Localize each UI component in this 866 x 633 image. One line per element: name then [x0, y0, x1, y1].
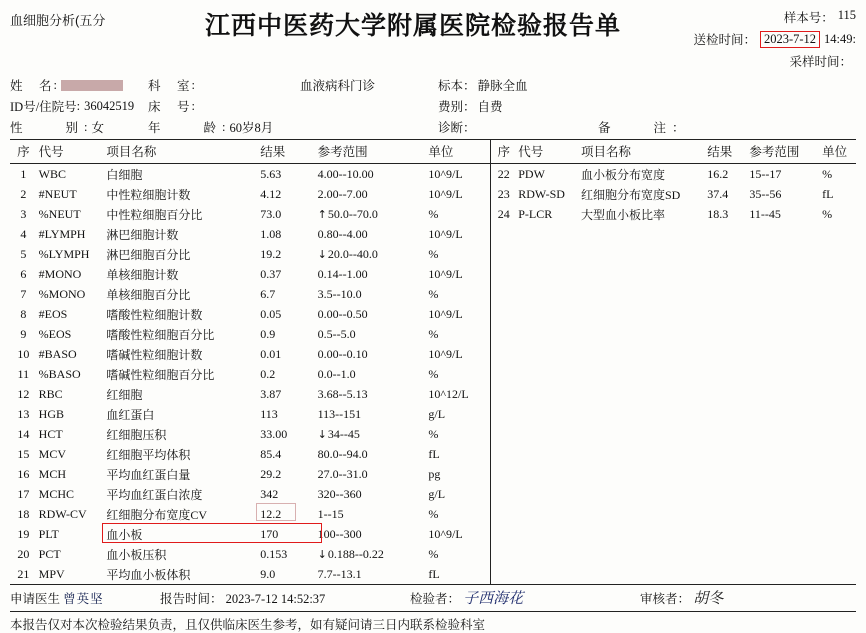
cell-reference-text: 0.0--1.0 — [317, 366, 356, 381]
table-row — [10, 204, 490, 224]
cell-code: WBC — [38, 166, 66, 181]
cell-seq: 4 — [20, 226, 27, 241]
cell-code: RBC — [38, 386, 63, 401]
cell-reference — [316, 284, 427, 304]
cell-unit: % — [428, 426, 439, 441]
dept-label: 科 室 — [148, 79, 192, 93]
cell-reference-text: 0.00--0.50 — [317, 306, 368, 321]
cell-seq: 13 — [17, 406, 30, 421]
cell-item-name: 平均血小板体积 — [106, 567, 191, 582]
spacer-2 — [718, 76, 856, 94]
cell-item-name: 红细胞分布宽度CV — [106, 507, 208, 522]
table-row — [10, 264, 490, 284]
cell-item-name: 中性粒细胞百分比 — [106, 207, 203, 222]
cell-seq: 17 — [17, 486, 30, 501]
collect-time-label: 采样时间： — [789, 55, 852, 69]
table-row — [10, 244, 490, 264]
table-row — [491, 164, 856, 185]
cell-reference — [316, 384, 427, 404]
patient-name-redaction — [61, 80, 123, 91]
results-right-pane — [491, 140, 856, 584]
table-row — [10, 404, 490, 424]
cell-reference — [316, 244, 427, 264]
cell-seq: 6 — [20, 266, 27, 281]
cell-unit: 10^12/L — [428, 386, 469, 401]
report-time-value: 2023-7-12 14:52:37 — [225, 591, 326, 606]
arrow-down-icon: ↓ — [317, 247, 327, 261]
cell-seq: 12 — [17, 386, 30, 401]
send-clock: 14:49: — [824, 31, 856, 46]
cell-reference-text: 113--151 — [317, 406, 362, 421]
reviewer-label: 审核者： — [640, 592, 691, 606]
cell-item-name: 平均血红蛋白量 — [106, 467, 191, 482]
cell-reference — [316, 404, 427, 424]
page-title: 江西中医药大学附属医院检验报告单 — [204, 13, 621, 40]
cell-reference-text: 0.14--1.00 — [317, 266, 368, 281]
cell-result: 113 — [260, 406, 278, 421]
cell-seq: 9 — [20, 326, 27, 341]
cell-reference — [316, 484, 427, 504]
col-code: 代号 — [37, 140, 105, 164]
cell-reference-text: 0.5--5.0 — [317, 326, 356, 341]
cell-item-name: 红细胞 — [106, 387, 143, 402]
cell-seq: 18 — [17, 506, 30, 521]
cell-result: 6.7 — [260, 286, 276, 301]
requesting-doctor-name: 曾英坚 — [63, 591, 104, 606]
table-row — [10, 384, 490, 404]
cell-reference-text: 50.0--70.0 — [327, 206, 378, 221]
cell-result: 0.2 — [260, 366, 276, 381]
cell-seq: 20 — [17, 546, 30, 561]
diagnosis-label: 诊断： — [438, 121, 476, 135]
note-field — [598, 118, 718, 136]
cell-reference — [316, 504, 427, 524]
table-row — [10, 324, 490, 344]
cell-item-name: 中性粒细胞计数 — [106, 187, 191, 202]
cell-seq: 5 — [20, 246, 27, 261]
analysis-type-label: 血细胞分析(五分 — [10, 13, 106, 28]
table-row — [10, 344, 490, 364]
cell-item-name: 血小板分布宽度 — [580, 167, 665, 182]
cell-result: 19.2 — [260, 246, 282, 261]
cell-seq: 23 — [497, 186, 510, 201]
cell-result: 16.2 — [707, 166, 729, 181]
cell-result: 342 — [260, 486, 279, 501]
specimen-field — [438, 76, 598, 94]
patient-name-field: 姓 名 : — [10, 76, 148, 94]
cell-item-name: 血小板压积 — [106, 547, 167, 562]
spacer-7 — [718, 118, 856, 136]
sex-field: 性 别 : 女 — [10, 119, 105, 135]
cell-code: RDW-CV — [38, 506, 87, 521]
cell-result: 4.12 — [260, 186, 282, 201]
age-value: 60岁8月 — [229, 121, 274, 135]
cell-item-name: 红细胞分布宽度SD — [580, 187, 681, 202]
report-header — [10, 6, 856, 74]
cell-unit: fL — [822, 186, 834, 201]
cell-code: HGB — [38, 406, 64, 421]
col-seq-r: 序 — [491, 140, 516, 164]
cell-unit: fL — [428, 566, 440, 581]
cell-item-name: 淋巴细胞计数 — [106, 227, 179, 242]
cell-unit: % — [428, 366, 439, 381]
cell-code: %LYMPH — [38, 246, 90, 261]
cell-code: %MONO — [38, 286, 86, 301]
reviewer-field — [640, 587, 723, 608]
report-footer — [10, 587, 856, 633]
cell-reference-text: 2.00--7.00 — [317, 186, 368, 201]
table-row — [491, 184, 856, 204]
cell-unit: 10^9/L — [428, 226, 463, 241]
cell-result: 29.2 — [260, 466, 282, 481]
cell-unit: % — [428, 506, 439, 521]
cell-result: 0.9 — [260, 326, 276, 341]
sample-no-row — [666, 8, 856, 26]
col-code-r: 代号 — [516, 140, 579, 164]
col-name-r: 项目名称 — [579, 140, 705, 164]
cell-reference-text: 27.0--31.0 — [317, 466, 368, 481]
col-result-r: 结果 — [705, 140, 747, 164]
payment-field — [438, 97, 598, 115]
cell-unit: % — [822, 206, 833, 221]
cell-code: PCT — [38, 546, 61, 561]
footer-signature-row — [10, 587, 856, 608]
table-row — [10, 464, 490, 484]
table-row — [10, 164, 490, 185]
cell-unit: pg — [428, 466, 441, 481]
cell-item-name: 白细胞 — [106, 167, 143, 182]
col-ref: 参考范围 — [316, 140, 427, 164]
cell-seq: 24 — [497, 206, 510, 221]
cell-seq: 11 — [17, 366, 30, 381]
cell-reference-text: 4.00--10.00 — [317, 166, 374, 181]
cell-unit: % — [428, 546, 439, 561]
table-row — [10, 284, 490, 304]
cell-result: 73.0 — [260, 206, 282, 221]
cell-code: #LYMPH — [38, 226, 86, 241]
cell-unit: fL — [428, 446, 440, 461]
collect-time-row — [666, 52, 856, 70]
cell-reference-text: 0.80--4.00 — [317, 226, 368, 241]
cell-seq: 22 — [497, 166, 510, 181]
cell-item-name: 单核细胞百分比 — [106, 287, 191, 302]
cell-seq: 19 — [17, 526, 30, 541]
cell-result: 33.00 — [260, 426, 288, 441]
cell-result: 3.87 — [260, 386, 282, 401]
cell-code: PLT — [38, 526, 59, 541]
send-time-row — [666, 30, 856, 48]
cell-result: 1.08 — [260, 226, 282, 241]
cell-reference-text: 100--300 — [317, 526, 362, 541]
requesting-doctor-label: 申请医生 — [10, 591, 61, 606]
cell-unit: % — [428, 326, 439, 341]
cell-unit: 10^9/L — [428, 306, 463, 321]
cell-unit: % — [822, 166, 833, 181]
col-ref-r: 参考范围 — [747, 140, 820, 164]
cell-reference — [316, 524, 427, 544]
cell-item-name: 血小板 — [104, 524, 258, 544]
col-unit: 单位 — [426, 140, 490, 164]
cell-reference — [747, 164, 820, 185]
sample-no-label: 样本号： — [783, 11, 834, 25]
table-row — [10, 524, 490, 544]
cell-seq: 1 — [20, 166, 27, 181]
header-left — [10, 6, 160, 29]
cell-code: %BASO — [38, 366, 81, 381]
cell-reference-text: 0.188--0.22 — [327, 546, 384, 561]
cell-reference — [316, 164, 427, 185]
tester-field — [410, 587, 640, 608]
specimen-label: 标本： — [438, 79, 476, 93]
cell-unit: 10^9/L — [428, 166, 463, 181]
cell-reference-text: 35--56 — [749, 186, 782, 201]
cell-reference — [316, 344, 427, 364]
cell-reference-text: 80.0--94.0 — [317, 446, 368, 461]
dept-value-cell — [298, 76, 438, 94]
col-unit-r: 单位 — [820, 140, 856, 164]
cell-result: 170 — [260, 526, 279, 541]
sex-label: 性 别 — [10, 121, 85, 135]
cell-result: 12.2 — [258, 504, 315, 524]
cell-result: 85.4 — [260, 446, 282, 461]
table-row — [10, 484, 490, 504]
cell-seq: 10 — [17, 346, 30, 361]
cell-reference — [316, 184, 427, 204]
cell-unit: 10^9/L — [428, 186, 463, 201]
cell-reference — [316, 564, 427, 584]
spacer-3 — [298, 97, 438, 115]
patient-id-field: ID号/住院号 : 36042519 — [10, 98, 135, 114]
cell-item-name: 淋巴细胞百分比 — [106, 247, 191, 262]
payment-label: 费别： — [438, 100, 476, 114]
cell-item-name: 嗜酸性粒细胞计数 — [106, 307, 203, 322]
highlight-box-rdwcv — [256, 503, 296, 521]
spacer-5 — [718, 97, 856, 115]
cell-code: MCHC — [38, 486, 74, 501]
spacer-4 — [598, 97, 718, 115]
cell-reference-text: 7.7--13.1 — [317, 566, 362, 581]
cell-result: 18.3 — [707, 206, 729, 221]
patient-name-label: 姓 名 — [10, 79, 54, 93]
results-left-pane — [10, 140, 490, 584]
payment-value: 自费 — [477, 100, 503, 114]
cell-reference — [747, 184, 820, 204]
cell-reference-text: 20.0--40.0 — [327, 246, 378, 261]
cell-unit: 10^9/L — [428, 526, 463, 541]
cell-code: %NEUT — [38, 206, 81, 221]
cell-code: MPV — [38, 566, 65, 581]
cell-reference — [316, 264, 427, 284]
col-seq: 序 — [10, 140, 37, 164]
cell-seq: 8 — [20, 306, 27, 321]
cell-reference — [316, 304, 427, 324]
cell-reference-text: 15--17 — [749, 166, 782, 181]
cell-unit: 10^9/L — [428, 346, 463, 361]
cell-item-name: 红细胞压积 — [106, 427, 167, 442]
cell-reference-text: 320--360 — [317, 486, 362, 501]
results-table — [10, 139, 856, 585]
cell-reference — [316, 544, 427, 564]
cell-reference — [316, 224, 427, 244]
cell-reference-text: 1--15 — [317, 506, 344, 521]
cell-item-name: 血红蛋白 — [106, 407, 155, 422]
table-row — [10, 504, 490, 524]
cell-reference — [316, 364, 427, 384]
cell-result: 0.01 — [260, 346, 282, 361]
requesting-doctor — [10, 589, 160, 607]
cell-result: 37.4 — [707, 186, 729, 201]
cell-reference — [316, 204, 427, 224]
send-date-highlight: 2023-7-12 — [760, 31, 820, 48]
cell-seq: 15 — [17, 446, 30, 461]
spacer-1 — [598, 76, 718, 94]
cell-code: P-LCR — [518, 206, 553, 221]
age-field: 年 龄 : 60岁8月 — [148, 119, 274, 135]
cell-item-name: 嗜碱性粒细胞百分比 — [106, 367, 215, 382]
cell-reference — [316, 444, 427, 464]
cell-code: HCT — [38, 426, 63, 441]
cell-seq: 14 — [17, 426, 30, 441]
arrow-down-icon: ↓ — [317, 427, 327, 441]
cell-code: #EOS — [38, 306, 68, 321]
sex-value: 女 — [91, 121, 105, 135]
table-row — [10, 564, 490, 584]
cell-result: 0.37 — [260, 266, 282, 281]
cell-item-name: 嗜酸性粒细胞百分比 — [106, 327, 215, 342]
table-row — [10, 184, 490, 204]
table-row — [10, 544, 490, 564]
cell-item-name: 单核细胞计数 — [106, 267, 179, 282]
cell-reference — [316, 464, 427, 484]
header-right — [666, 6, 856, 74]
cell-code: %EOS — [38, 326, 72, 341]
cell-result: 5.63 — [260, 166, 282, 181]
specimen-value: 静脉全血 — [477, 79, 528, 93]
note-label: 备 注： — [598, 121, 691, 135]
cell-seq: 21 — [17, 566, 30, 581]
cell-item-name: 平均血红蛋白浓度 — [106, 487, 203, 502]
cell-reference-text: 11--45 — [749, 206, 781, 221]
cell-reference-text: 34--45 — [327, 426, 360, 441]
cell-code: #BASO — [38, 346, 77, 361]
sample-no-value: 115 — [837, 8, 856, 22]
reviewer-signature: 胡冬 — [693, 591, 724, 607]
bed-field: 床 号 : — [148, 98, 195, 114]
diagnosis-field — [438, 118, 598, 136]
patient-info — [10, 76, 856, 136]
cell-reference-text: 0.00--0.10 — [317, 346, 368, 361]
cell-reference — [316, 324, 427, 344]
results-table-right — [491, 140, 856, 224]
cell-seq: 3 — [20, 206, 27, 221]
cell-result: 0.05 — [260, 306, 282, 321]
spacer-6 — [298, 118, 438, 136]
table-row — [491, 204, 856, 224]
table-row — [10, 364, 490, 384]
patient-id-label: ID号/住院号 — [10, 100, 77, 114]
cell-unit: 10^9/L — [428, 266, 463, 281]
cell-code: #MONO — [38, 266, 82, 281]
cell-unit: % — [428, 206, 439, 221]
cell-reference-text: 3.68--5.13 — [317, 386, 368, 401]
cell-code: PDW — [518, 166, 545, 181]
cell-reference-text: 3.5--10.0 — [317, 286, 362, 301]
cell-code: RDW-SD — [518, 186, 565, 201]
patient-id-value: 36042519 — [84, 98, 135, 113]
tester-signature: 子西海花 — [463, 591, 524, 607]
send-time-label: 送检时间： — [693, 33, 756, 47]
table-row — [10, 424, 490, 444]
cell-item-name: 红细胞平均体积 — [106, 447, 191, 462]
dept-field: 科 室 : — [148, 77, 195, 93]
cell-item-name: 嗜碱性粒细胞计数 — [106, 347, 203, 362]
cell-unit: % — [428, 246, 439, 261]
header-center — [160, 6, 666, 42]
cell-code: #NEUT — [38, 186, 77, 201]
cell-result: 9.0 — [260, 566, 276, 581]
table-row — [10, 224, 490, 244]
footer-disclaimer: 本报告仅对本次检验结果负责，且仅供临床医生参考，如有疑问请三日内联系检验科室 — [10, 611, 856, 633]
cell-reference — [316, 424, 427, 444]
cell-code: MCH — [38, 466, 66, 481]
tester-label: 检验者： — [410, 592, 461, 606]
table-row — [10, 444, 490, 464]
cell-unit: % — [428, 286, 439, 301]
dept-value: 血液病科门诊 — [300, 79, 376, 93]
cell-unit: g/L — [428, 406, 446, 421]
arrow-up-icon: ↑ — [317, 207, 327, 221]
table-row — [10, 304, 490, 324]
report-time-field — [160, 589, 410, 607]
cell-item-name: 大型血小板比率 — [580, 207, 665, 222]
cell-unit: g/L — [428, 486, 446, 501]
cell-seq: 7 — [20, 286, 27, 301]
col-result: 结果 — [258, 140, 315, 164]
cell-seq: 2 — [20, 186, 27, 201]
cell-code: MCV — [38, 446, 66, 461]
cell-seq: 16 — [17, 466, 30, 481]
arrow-down-icon: ↓ — [317, 547, 327, 561]
col-name: 项目名称 — [104, 140, 258, 164]
bed-label: 床 号 — [148, 100, 192, 114]
age-label: 年 龄 — [148, 121, 223, 135]
report-time-label: 报告时间： — [160, 591, 223, 606]
results-table-left — [10, 140, 490, 584]
cell-result: 0.153 — [260, 546, 288, 561]
cell-reference — [747, 204, 820, 224]
